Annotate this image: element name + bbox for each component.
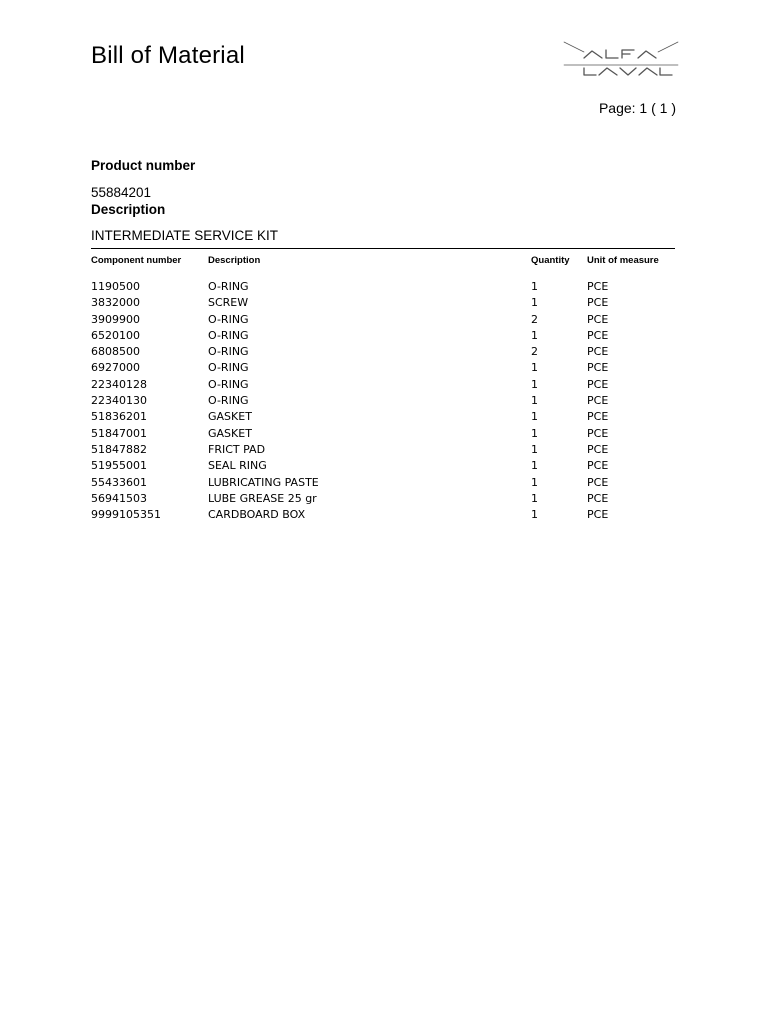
description-cell: O-RING [208,394,249,408]
column-header-component-number: Component number [91,255,182,266]
description-cell: LUBE GREASE 25 gr [208,491,317,505]
component-number-cell: 56941503 [91,491,147,505]
table-row [91,279,675,295]
description-cell: SCREW [208,296,249,310]
table-row [91,507,675,523]
description-label: Description [91,202,166,217]
column-header-quantity: Quantity [531,255,570,266]
description-cell: O-RING [208,377,249,391]
table-row [91,328,675,344]
quantity-cell: 1 [531,410,538,424]
alfa-laval-logo-icon [562,40,680,80]
quantity-cell: 1 [531,491,538,505]
table-row [91,491,675,507]
column-header-unit-of-measure: Unit of measure [587,255,659,266]
component-number-cell: 9999105351 [91,508,161,522]
table-row [91,409,675,425]
quantity-cell: 1 [531,280,538,293]
unit-cell: PCE [587,312,609,326]
unit-cell: PCE [587,459,609,473]
unit-cell: PCE [587,361,609,375]
component-number-cell: 22340128 [91,377,147,391]
unit-cell: PCE [587,508,609,522]
description-cell: FRICT PAD [208,442,266,456]
table-row [91,393,675,409]
unit-cell: PCE [587,394,609,408]
column-header-description: Description [208,255,261,266]
unit-cell: PCE [587,410,609,424]
unit-cell: PCE [587,328,609,342]
unit-cell: PCE [587,377,609,391]
table-row [91,426,675,442]
unit-cell: PCE [587,345,609,359]
component-number-cell: 3832000 [91,296,140,310]
table-row [91,458,675,474]
product-number-value: 55884201 [91,185,152,200]
unit-cell: PCE [587,426,609,440]
table-row [91,344,675,360]
component-number-cell: 6808500 [91,345,140,359]
product-number-label: Product number [91,158,196,173]
quantity-cell: 1 [531,296,538,310]
quantity-cell: 1 [531,394,538,408]
component-number-cell: 55433601 [91,475,147,489]
description-cell: O-RING [208,280,249,293]
unit-cell: PCE [587,475,609,489]
description-cell: O-RING [208,328,249,342]
unit-cell: PCE [587,491,609,505]
quantity-cell: 1 [531,328,538,342]
table-row [91,377,675,393]
description-cell: O-RING [208,312,249,326]
quantity-cell: 2 [531,345,538,359]
component-number-cell: 51836201 [91,410,147,424]
table-row [91,312,675,328]
component-number-cell: 51847001 [91,426,147,440]
component-number-cell: 51955001 [91,459,147,473]
component-number-cell: 6927000 [91,361,140,375]
component-number-cell: 6520100 [91,328,140,342]
quantity-cell: 1 [531,426,538,440]
table-header [91,253,675,279]
description-cell: LUBRICATING PASTE [208,475,319,489]
quantity-cell: 1 [531,475,538,489]
description-cell: GASKET [208,410,252,424]
quantity-cell: 1 [531,361,538,375]
description-cell: CARDBOARD BOX [208,508,306,522]
description-cell: SEAL RING [208,459,267,473]
table-row [91,360,675,376]
quantity-cell: 2 [531,312,538,326]
component-number-cell: 51847882 [91,442,147,456]
unit-cell: PCE [587,442,609,456]
page-number: Page: 1 ( 1 ) [598,100,676,116]
quantity-cell: 1 [531,377,538,391]
unit-cell: PCE [587,296,609,310]
quantity-cell: 1 [531,459,538,473]
table-row [91,475,675,491]
component-number-cell: 3909900 [91,312,140,326]
unit-cell: PCE [587,280,609,293]
quantity-cell: 1 [531,508,538,522]
table-row [91,295,675,311]
description-cell: GASKET [208,426,252,440]
quantity-cell: 1 [531,442,538,456]
component-number-cell: 1190500 [91,280,140,293]
description-cell: O-RING [208,345,249,359]
description-cell: O-RING [208,361,249,375]
table-body [91,279,675,523]
bom-table [91,253,675,523]
header-divider [91,248,675,249]
document-title: Bill of Material [91,42,245,69]
component-number-cell: 22340130 [91,394,147,408]
table-row [91,442,675,458]
description-value: INTERMEDIATE SERVICE KIT [91,228,279,243]
